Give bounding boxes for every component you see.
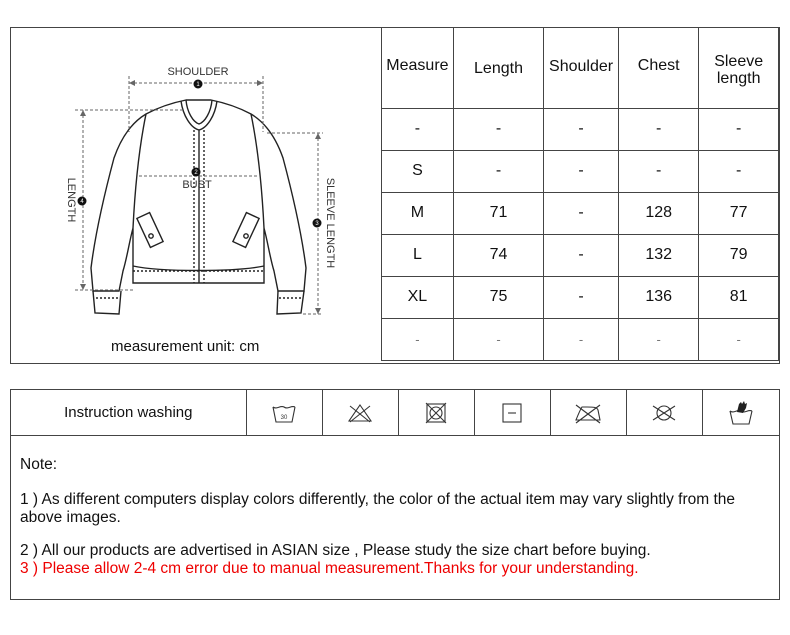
table-cell: 81 xyxy=(699,277,779,319)
table-cell: - xyxy=(382,319,454,361)
size-table xyxy=(381,27,779,361)
table-cell: - xyxy=(544,109,619,151)
table-cell: M xyxy=(382,193,454,235)
wash-30-icon xyxy=(247,390,323,435)
care-symbols-row xyxy=(11,390,779,436)
table-cell: - xyxy=(699,109,779,151)
table-cell: 74 xyxy=(453,235,543,277)
bust-label: BUST xyxy=(182,179,212,191)
table-cell: - xyxy=(699,151,779,193)
table-cell: 77 xyxy=(699,193,779,235)
size-table-header xyxy=(382,28,779,109)
table-cell: - xyxy=(544,235,619,277)
table-cell: 128 xyxy=(618,193,698,235)
note-2: 2 ) All our products are advertised in ASIAN size , Please study the size chart before buying. xyxy=(20,542,651,559)
table-cell: - xyxy=(544,193,619,235)
table-cell: - xyxy=(453,109,543,151)
table-cell: S xyxy=(382,151,454,193)
table-row xyxy=(382,109,779,151)
header-length: Length xyxy=(453,28,543,109)
table-cell: 71 xyxy=(453,193,543,235)
note-1: 1 ) As different computers display colors differently, the color of the actual item may vary slightly from the above images. xyxy=(20,491,736,526)
jacket-diagram xyxy=(11,28,381,363)
table-cell: - xyxy=(544,151,619,193)
header-sleeve-length: Sleeve length xyxy=(699,28,779,109)
table-cell: - xyxy=(453,319,543,361)
no-bleach-icon xyxy=(323,390,399,435)
care-instructions-panel xyxy=(10,389,780,600)
table-cell: 75 xyxy=(453,277,543,319)
low-iron-icon xyxy=(551,390,627,435)
notes-title: Note: xyxy=(20,456,58,473)
table-cell: 132 xyxy=(618,235,698,277)
no-dry-clean-icon xyxy=(627,390,703,435)
table-cell: XL xyxy=(382,277,454,319)
note-3: 3 ) Please allow 2-4 cm error due to manual measurement.Thanks for your understanding. xyxy=(20,560,639,577)
size-chart-panel xyxy=(10,27,780,364)
table-cell: 79 xyxy=(699,235,779,277)
table-cell: - xyxy=(699,319,779,361)
table-row xyxy=(382,277,779,319)
svg-text:30: 30 xyxy=(280,414,288,421)
table-row xyxy=(382,235,779,277)
marker-3: 3 xyxy=(315,221,319,227)
table-row xyxy=(382,151,779,193)
marker-2: 2 xyxy=(194,170,198,176)
table-cell: L xyxy=(382,235,454,277)
table-cell: - xyxy=(453,151,543,193)
no-tumble-dry-icon xyxy=(399,390,475,435)
table-cell: - xyxy=(382,109,454,151)
table-cell: - xyxy=(618,109,698,151)
marker-1: 1 xyxy=(196,82,200,88)
table-row xyxy=(382,193,779,235)
table-cell: - xyxy=(618,151,698,193)
sleeve-length-label: SLEEVE LENGTH xyxy=(324,177,336,269)
measurement-unit-text: measurement unit: cm xyxy=(111,338,260,355)
marker-4: 4 xyxy=(80,199,84,205)
table-cell: 136 xyxy=(618,277,698,319)
table-row xyxy=(382,319,779,361)
notes-section xyxy=(20,456,775,578)
hand-wash-icon xyxy=(703,390,779,435)
table-cell: - xyxy=(618,319,698,361)
table-cell: - xyxy=(544,277,619,319)
header-measure: Measure xyxy=(382,28,454,109)
jacket-illustration xyxy=(11,28,381,328)
dry-flat-icon xyxy=(475,390,551,435)
length-label: LENGTH xyxy=(65,177,77,223)
table-cell: - xyxy=(544,319,619,361)
header-shoulder: Shoulder xyxy=(544,28,619,109)
shoulder-label: SHOULDER xyxy=(167,66,229,78)
care-title: Instruction washing xyxy=(11,390,247,435)
header-chest: Chest xyxy=(618,28,698,109)
